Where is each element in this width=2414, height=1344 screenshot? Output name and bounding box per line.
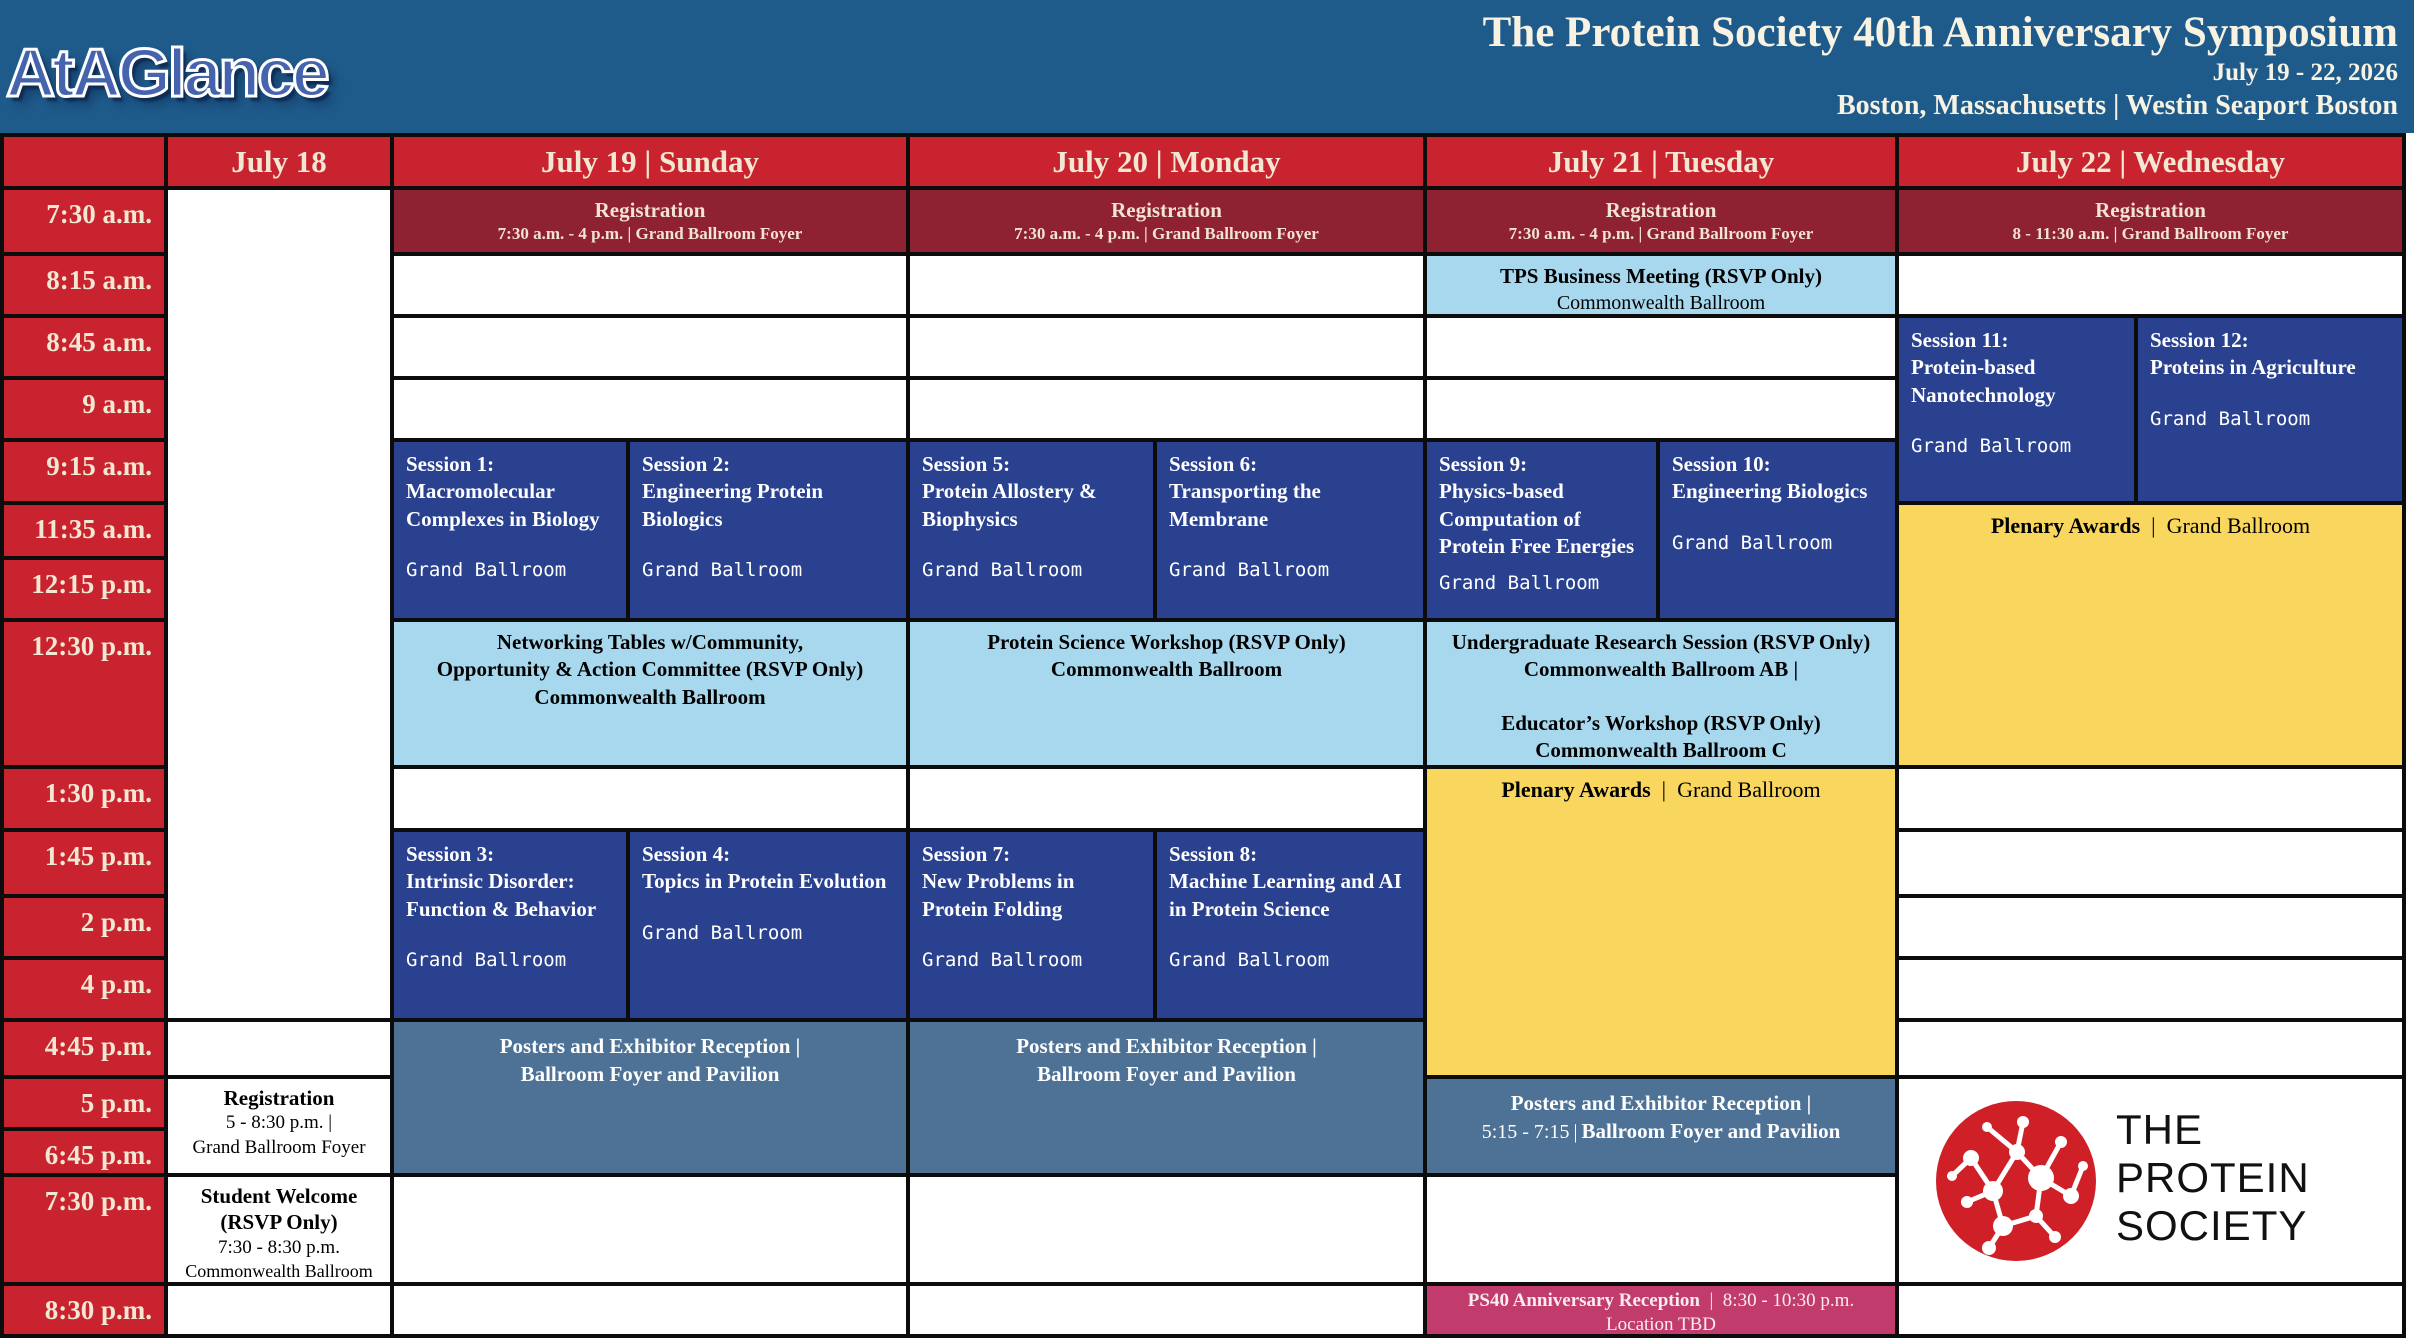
time-label: 6:45 p.m. xyxy=(4,1131,164,1173)
time-label: 11:35 a.m. xyxy=(4,505,164,556)
event-tps-business-meeting xyxy=(1427,256,1895,314)
event-registration-july-19 xyxy=(394,190,906,252)
session-room: Grand Ballroom xyxy=(922,558,1083,581)
symposium-title-block xyxy=(1483,8,2398,122)
session-number: Session 5: xyxy=(922,452,1011,476)
session-number: Session 3: xyxy=(406,842,495,866)
time-label: 1:30 p.m. xyxy=(4,769,164,828)
event-title: Plenary Awards xyxy=(1990,513,2141,538)
event-room: Commonwealth Ballroom xyxy=(534,684,766,709)
at-a-glance-logo: AtAGlance xyxy=(6,35,327,111)
session-topic: Transporting the Membrane xyxy=(1169,479,1321,531)
event-title: Posters and Exhibitor Reception | xyxy=(1016,1034,1317,1058)
event-title: Registration xyxy=(594,198,706,222)
session-number: Session 6: xyxy=(1169,452,1258,476)
day-header-label: July 22 | Wednesday xyxy=(2016,143,2285,179)
event-session-5 xyxy=(910,442,1153,618)
symposium-dates: July 19 - 22, 2026 xyxy=(2212,59,2398,87)
session-number: Session 12: xyxy=(2150,328,2249,352)
event-time: 8:30 - 10:30 p.m. xyxy=(1722,1290,1855,1311)
session-number: Session 4: xyxy=(642,842,731,866)
event-title: Educator’s Workshop (RSVP Only) xyxy=(1501,710,1821,735)
event-registration-july-22 xyxy=(1899,190,2402,252)
event-room: Grand Ballroom Foyer xyxy=(192,1136,366,1158)
separator: | xyxy=(1709,1290,1714,1311)
empty-cell xyxy=(1427,1177,1895,1282)
time-label: 1:45 p.m. xyxy=(4,832,164,894)
logo-wordmark xyxy=(2116,1106,2310,1249)
empty-cell xyxy=(1899,1286,2402,1334)
event-session-3 xyxy=(394,832,626,1018)
time-label: 4:45 p.m. xyxy=(4,1022,164,1075)
session-number: Session 2: xyxy=(642,452,731,476)
session-topic: Proteins in Agriculture xyxy=(2150,355,2356,380)
day-header-label: July 18 xyxy=(231,143,327,179)
event-title: Networking Tables w/Community, xyxy=(496,630,804,654)
time-label: 9:15 a.m. xyxy=(4,442,164,501)
empty-cell xyxy=(1899,898,2402,956)
protein-network-icon xyxy=(1936,1101,2096,1261)
session-room: Grand Ballroom xyxy=(1672,531,1833,554)
session-topic: Protein Allostery & Biophysics xyxy=(922,479,1097,531)
event-time: 5 - 8:30 p.m. | xyxy=(225,1112,333,1134)
event-detail: 7:30 a.m. - 4 p.m. | Grand Ballroom Foyer xyxy=(1508,224,1814,244)
event-posters-reception-july-21 xyxy=(1427,1079,1895,1173)
event-registration-july-20 xyxy=(910,190,1423,252)
event-title: TPS Business Meeting (RSVP Only) xyxy=(1499,264,1823,288)
time-label: 8:15 a.m. xyxy=(4,256,164,314)
event-title: Undergraduate Research Session (RSVP Only) xyxy=(1451,630,1871,654)
event-room: Commonwealth Ballroom AB | xyxy=(1523,657,1799,682)
event-session-10 xyxy=(1660,442,1895,618)
event-session-4 xyxy=(630,832,906,1018)
event-session-6 xyxy=(1157,442,1423,618)
session-topic: Machine Learning and AI in Protein Science xyxy=(1169,869,1402,921)
time-label: 12:30 p.m. xyxy=(4,622,164,765)
empty-cell xyxy=(168,1286,390,1334)
event-title: Registration xyxy=(1605,198,1717,222)
event-registration-july-21 xyxy=(1427,190,1895,252)
session-room: Grand Ballroom xyxy=(642,921,803,944)
empty-cell xyxy=(1899,832,2402,894)
session-number: Session 1: xyxy=(406,452,495,476)
session-room: Grand Ballroom xyxy=(922,948,1083,971)
session-topic: Topics in Protein Evolution xyxy=(642,869,887,894)
day-header-july-21 xyxy=(1427,137,1895,186)
event-room: Ballroom Foyer and Pavilion xyxy=(1037,1062,1296,1087)
session-number: Session 10: xyxy=(1672,452,1771,476)
event-room: Commonwealth Ballroom xyxy=(185,1261,373,1282)
empty-cell xyxy=(910,1177,1423,1282)
event-plenary-awards-july-21 xyxy=(1427,769,1895,1075)
event-session-11 xyxy=(1899,318,2134,501)
event-room: Commonwealth Ballroom xyxy=(1556,292,1766,314)
event-title: PS40 Anniversary Reception xyxy=(1467,1290,1700,1311)
session-room: Grand Ballroom xyxy=(1169,948,1330,971)
session-topic: Protein-based Nanotechnology xyxy=(1911,355,2056,407)
symposium-location: Boston, Massachusetts | Westin Seaport Boston xyxy=(1836,89,2398,121)
protein-society-logo-cell xyxy=(1899,1079,2402,1282)
session-topic: New Problems in Protein Folding xyxy=(922,869,1075,921)
separator: | xyxy=(1661,777,1667,802)
event-room: Commonwealth Ballroom xyxy=(1050,657,1283,682)
day-header-july-20 xyxy=(910,137,1423,186)
event-title: Protein Science Workshop (RSVP Only) xyxy=(987,630,1346,654)
empty-cell xyxy=(394,256,906,314)
event-session-8 xyxy=(1157,832,1423,1018)
event-room: Ballroom Foyer and Pavilion xyxy=(1581,1119,1841,1144)
empty-cell xyxy=(1427,380,1895,438)
event-detail: 8 - 11:30 a.m. | Grand Ballroom Foyer xyxy=(2012,224,2289,244)
event-posters-reception-july-20 xyxy=(910,1022,1423,1173)
event-rsvp: (RSVP Only) xyxy=(220,1210,338,1235)
event-title: Student Welcome xyxy=(200,1184,358,1208)
event-plenary-awards-july-22 xyxy=(1899,505,2402,765)
page-title: The Protein Society 40th Anniversary Symposium xyxy=(1482,9,2398,56)
empty-cell xyxy=(1427,318,1895,376)
session-topic: Intrinsic Disorder: Function & Behavior xyxy=(406,869,597,921)
event-title: Plenary Awards xyxy=(1501,777,1651,802)
session-topic: Macromolecular Complexes in Biology xyxy=(406,479,600,531)
spacer xyxy=(1427,684,1895,710)
separator: | xyxy=(1573,1121,1578,1144)
event-title: Opportunity & Action Committee (RSVP Only) xyxy=(436,657,864,682)
empty-cell xyxy=(168,1022,390,1075)
time-label: 7:30 p.m. xyxy=(4,1177,164,1282)
event-session-9 xyxy=(1427,442,1656,618)
session-room: Grand Ballroom xyxy=(642,558,803,581)
protein-society-logo xyxy=(1931,1096,2371,1266)
day-header-july-19 xyxy=(394,137,906,186)
session-number: Session 8: xyxy=(1169,842,1258,866)
event-room: Ballroom Foyer and Pavilion xyxy=(520,1062,780,1087)
svg-text:SOCIETY: SOCIETY xyxy=(2115,1201,2307,1249)
day-header-label: July 20 | Monday xyxy=(1052,143,1281,179)
empty-cell xyxy=(1899,960,2402,1018)
event-title: Registration xyxy=(223,1086,335,1110)
day-header-july-18 xyxy=(168,137,390,186)
session-topic: Engineering Protein Biologics xyxy=(642,479,824,531)
empty-cell xyxy=(910,380,1423,438)
event-time: 5:15 - 7:15 xyxy=(1481,1121,1570,1144)
event-room: Grand Ballroom xyxy=(1677,777,1821,802)
empty-cell xyxy=(394,380,906,438)
day-header-july-22 xyxy=(1899,137,2402,186)
event-title: Posters and Exhibitor Reception | xyxy=(1510,1091,1812,1115)
event-detail: 7:30 a.m. - 4 p.m. | Grand Ballroom Foyer xyxy=(1014,224,1319,244)
event-undergrad-research-and-educator-workshop xyxy=(1427,622,1895,765)
time-label: 7:30 a.m. xyxy=(4,190,164,252)
day-header-label: July 19 | Sunday xyxy=(541,143,759,179)
empty-cell xyxy=(1899,1022,2402,1075)
time-label: 8:30 p.m. xyxy=(4,1286,164,1334)
empty-cell xyxy=(910,318,1423,376)
svg-text:PROTEIN: PROTEIN xyxy=(2115,1153,2310,1201)
session-topic: Engineering Biologics xyxy=(1672,479,1868,504)
time-label: 2 p.m. xyxy=(4,898,164,956)
event-student-welcome xyxy=(168,1177,390,1282)
time-label: 12:15 p.m. xyxy=(4,560,164,618)
schedule-grid xyxy=(0,133,2406,1338)
event-ps40-anniversary-reception xyxy=(1427,1286,1895,1334)
event-title: Posters and Exhibitor Reception | xyxy=(499,1034,801,1058)
empty-cell xyxy=(1899,769,2402,828)
session-topic: Physics-based Computation of Protein Free Energies xyxy=(1439,479,1635,558)
empty-cell xyxy=(394,1177,906,1282)
event-title: Registration xyxy=(2095,198,2206,222)
time-label: 5 p.m. xyxy=(4,1079,164,1127)
time-label: 9 a.m. xyxy=(4,380,164,438)
empty-cell xyxy=(394,769,906,828)
empty-cell xyxy=(168,190,390,1018)
event-time: 7:30 - 8:30 p.m. xyxy=(218,1236,340,1258)
event-room: Grand Ballroom xyxy=(2166,513,2311,538)
session-room: Grand Ballroom xyxy=(1911,434,2072,457)
session-number: Session 7: xyxy=(922,842,1011,866)
empty-cell xyxy=(910,769,1423,828)
event-detail: 7:30 a.m. - 4 p.m. | Grand Ballroom Foyer xyxy=(497,224,803,244)
session-number: Session 11: xyxy=(1911,328,2009,352)
event-protein-science-workshop xyxy=(910,622,1423,765)
session-room: Grand Ballroom xyxy=(2150,407,2311,430)
event-room: Location TBD xyxy=(1606,1313,1716,1334)
event-session-12 xyxy=(2138,318,2402,501)
empty-cell xyxy=(1899,256,2402,314)
event-registration-july-18 xyxy=(168,1079,390,1173)
day-header-label: July 21 | Tuesday xyxy=(1547,143,1775,179)
corner-cell xyxy=(4,137,164,186)
empty-cell xyxy=(910,256,1423,314)
event-session-2 xyxy=(630,442,906,618)
event-session-1 xyxy=(394,442,626,618)
session-room: Grand Ballroom xyxy=(406,558,567,581)
session-room: Grand Ballroom xyxy=(406,948,567,971)
session-room: Grand Ballroom xyxy=(1169,558,1330,581)
event-posters-reception-july-19 xyxy=(394,1022,906,1173)
time-label: 4 p.m. xyxy=(4,960,164,1018)
session-number: Session 9: xyxy=(1439,452,1528,476)
empty-cell xyxy=(394,318,906,376)
event-title: Registration xyxy=(1111,198,1222,222)
separator: | xyxy=(2151,513,2156,538)
empty-cell xyxy=(910,1286,1423,1334)
event-room: Commonwealth Ballroom C xyxy=(1535,737,1787,762)
time-label: 8:45 a.m. xyxy=(4,318,164,376)
event-session-7 xyxy=(910,832,1153,1018)
svg-text:THE: THE xyxy=(2115,1105,2203,1153)
top-banner xyxy=(0,0,2414,133)
event-networking-tables xyxy=(394,622,906,765)
session-room: Grand Ballroom xyxy=(1439,572,1600,595)
empty-cell xyxy=(394,1286,906,1334)
